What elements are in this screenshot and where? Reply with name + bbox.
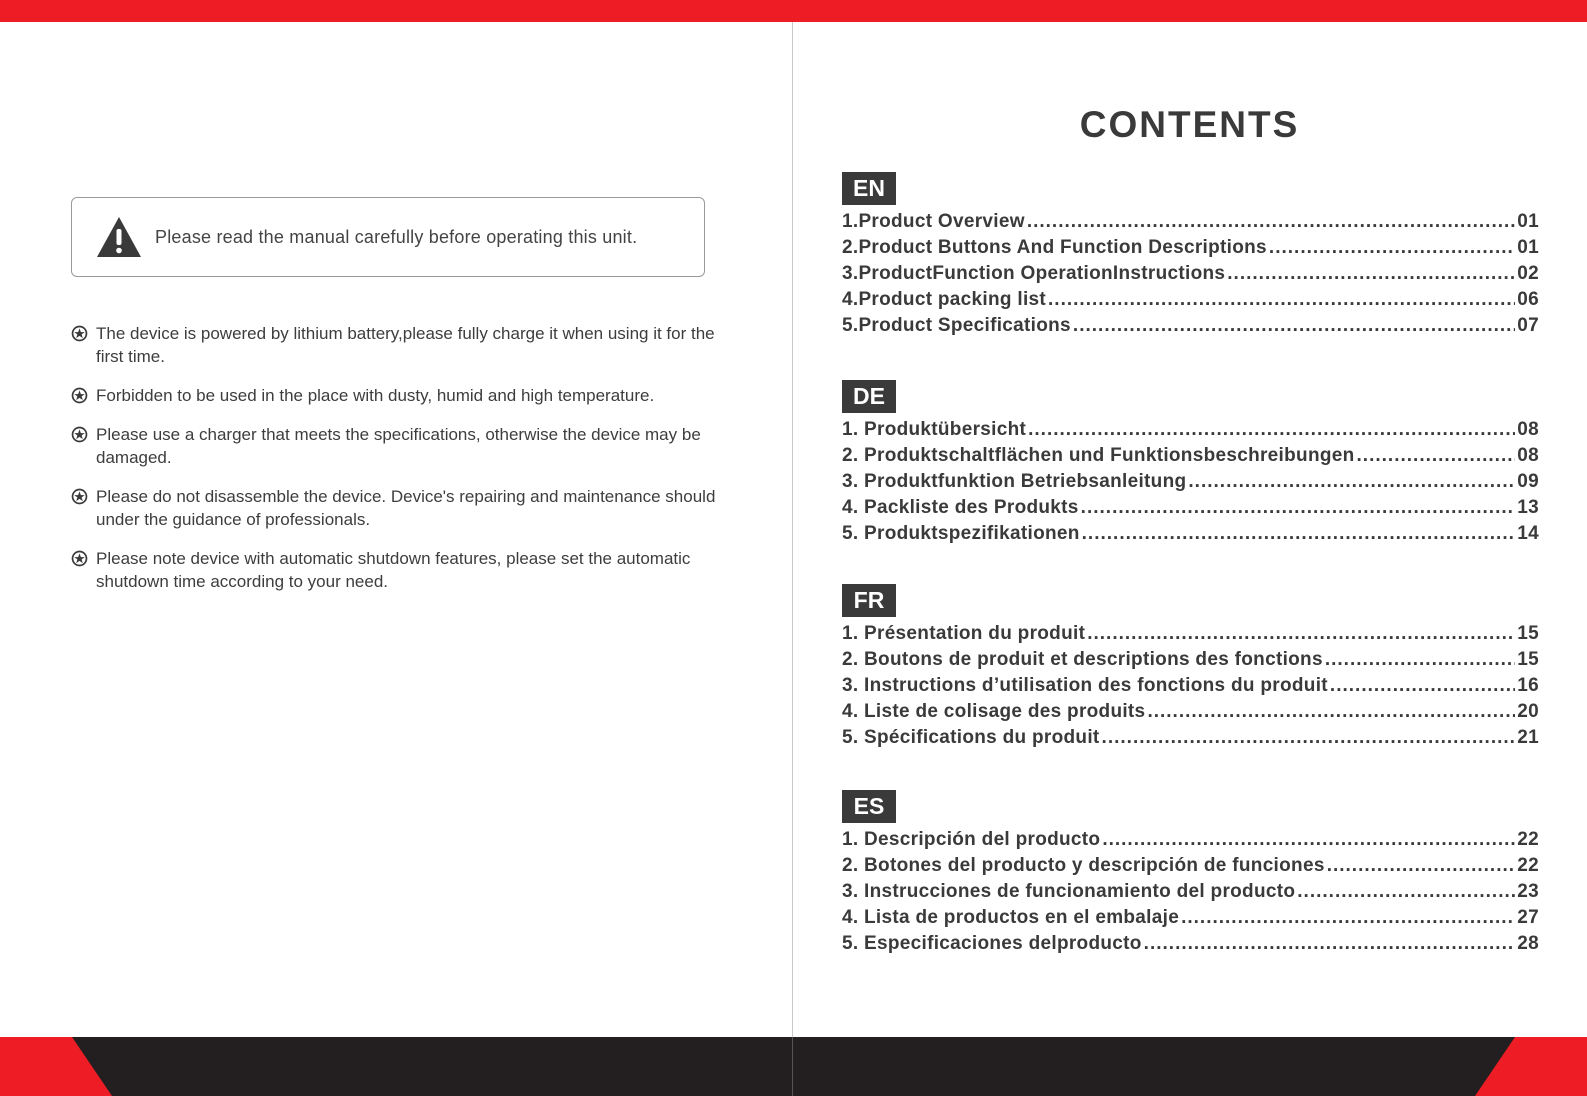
- toc-entry-title: 2. Produktschaltflächen und Funktionsbeschreibungen: [842, 445, 1355, 466]
- safety-bullet-list: [71, 322, 731, 609]
- toc-entry-page: 14: [1517, 523, 1539, 544]
- star-bullet-icon: [71, 426, 88, 443]
- toc-entry-page: 13: [1517, 497, 1539, 518]
- toc-leader-dots: [1028, 419, 1515, 441]
- toc-entry[interactable]: [842, 649, 1539, 675]
- toc-leader-dots: [1102, 829, 1515, 851]
- toc-entry[interactable]: [842, 523, 1539, 549]
- toc-leader-dots: [1188, 471, 1515, 493]
- toc-entry[interactable]: [842, 497, 1539, 523]
- toc-entry-page: 06: [1517, 289, 1539, 310]
- toc-entry-title: 4. Liste de colisage des produits: [842, 701, 1146, 722]
- toc-entry[interactable]: [842, 237, 1539, 263]
- star-bullet-icon: [71, 325, 88, 342]
- toc-leader-dots: [1181, 907, 1515, 929]
- toc-entry-page: 08: [1517, 419, 1539, 440]
- lang-badge-de: DE: [842, 380, 896, 413]
- toc-section-en: [842, 172, 1539, 341]
- toc-entry-title: 5. Especificaciones delproducto: [842, 933, 1142, 954]
- toc-leader-dots: [1325, 649, 1515, 671]
- toc-entry-page: 20: [1517, 701, 1539, 722]
- lang-badge-en: EN: [842, 172, 896, 205]
- toc-leader-dots: [1327, 855, 1516, 877]
- toc-entry[interactable]: [842, 829, 1539, 855]
- toc-leader-dots: [1081, 497, 1516, 519]
- toc-leader-dots: [1102, 727, 1516, 749]
- toc-entry-page: 15: [1517, 649, 1539, 670]
- toc-entry-title: 1. Présentation du produit: [842, 623, 1086, 644]
- toc-entry[interactable]: [842, 263, 1539, 289]
- toc-entry[interactable]: [842, 419, 1539, 445]
- toc-entry-page: 28: [1517, 933, 1539, 954]
- toc-entry-title: 2. Botones del producto y descripción de funciones: [842, 855, 1325, 876]
- toc-entry[interactable]: [842, 315, 1539, 341]
- toc-entry-title: 5. Spécifications du produit: [842, 727, 1100, 748]
- bullet-item: [71, 485, 731, 531]
- toc-leader-dots: [1357, 445, 1516, 467]
- toc-section-de: [842, 380, 1539, 549]
- top-red-band: [0, 0, 1587, 22]
- toc-leader-dots: [1330, 675, 1515, 697]
- toc-entry-title: 3.ProductFunction OperationInstructions: [842, 263, 1226, 284]
- toc-leader-dots: [1082, 523, 1516, 545]
- read-manual-notice: [71, 197, 705, 277]
- toc-entry-title: 4.Product packing list: [842, 289, 1047, 310]
- toc-entry[interactable]: [842, 471, 1539, 497]
- toc-entry-page: 01: [1517, 237, 1539, 258]
- bullet-item: [71, 547, 731, 593]
- toc-entry-title: 3. Instructions d’utilisation des fonctions du produit: [842, 675, 1328, 696]
- toc-entry-title: 1.Product Overview: [842, 211, 1025, 232]
- lang-badge-fr: FR: [842, 584, 896, 617]
- toc-section-es: [842, 790, 1539, 959]
- bullet-text: Forbidden to be used in the place with dusty, humid and high temperature.: [96, 386, 655, 405]
- toc-leader-dots: [1269, 237, 1515, 259]
- toc-entry-title: 1. Descripción del producto: [842, 829, 1101, 850]
- bottom-dark-band: [0, 1037, 1587, 1096]
- toc-leader-dots: [1027, 211, 1515, 233]
- toc-entry-page: 02: [1517, 263, 1539, 284]
- toc-leader-dots: [1144, 933, 1516, 955]
- toc-entry-page: 07: [1517, 315, 1539, 336]
- toc-entry[interactable]: [842, 701, 1539, 727]
- toc-entry-page: 08: [1517, 445, 1539, 466]
- toc-entry-title: 5.Product Specifications: [842, 315, 1071, 336]
- toc-leader-dots: [1087, 623, 1515, 645]
- toc-leader-dots: [1147, 701, 1515, 723]
- toc-entry[interactable]: [842, 933, 1539, 959]
- toc-entry[interactable]: [842, 727, 1539, 753]
- page-divider: [792, 22, 793, 1096]
- toc-entry[interactable]: [842, 211, 1539, 237]
- toc-entry-title: 3. Instrucciones de funcionamiento del producto: [842, 881, 1296, 902]
- toc-leader-dots: [1227, 263, 1515, 285]
- bullet-text: The device is powered by lithium battery,please fully charge it when using it for the first time.: [96, 324, 715, 366]
- toc-entry-page: 15: [1517, 623, 1539, 644]
- star-bullet-icon: [71, 488, 88, 505]
- toc-entry-title: 3. Produktfunktion Betriebsanleitung: [842, 471, 1187, 492]
- toc-leader-dots: [1048, 289, 1515, 311]
- bottom-band-shapes: [0, 1037, 1587, 1096]
- bullet-text: Please do not disassemble the device. Device's repairing and maintenance should under the guidance of professionals.: [96, 487, 716, 529]
- toc-section-fr: [842, 584, 1539, 753]
- toc-entry[interactable]: [842, 881, 1539, 907]
- toc-entry-title: 4. Packliste des Produkts: [842, 497, 1079, 518]
- bullet-text: Please use a charger that meets the specifications, otherwise the device may be damaged.: [96, 425, 701, 467]
- toc-entry-page: 09: [1517, 471, 1539, 492]
- toc-entry-title: 5. Produktspezifikationen: [842, 523, 1080, 544]
- bullet-item: [71, 423, 731, 469]
- toc-entry[interactable]: [842, 623, 1539, 649]
- warning-triangle-icon: [95, 215, 143, 259]
- toc-entry[interactable]: [842, 445, 1539, 471]
- toc-entry-page: 23: [1517, 881, 1539, 902]
- lang-badge-es: ES: [842, 790, 896, 823]
- toc-entry-title: 4. Lista de productos en el embalaje: [842, 907, 1180, 928]
- toc-leader-dots: [1073, 315, 1515, 337]
- toc-entry-page: 21: [1517, 727, 1539, 748]
- toc-entry-title: 2.Product Buttons And Function Descriptions: [842, 237, 1267, 258]
- toc-entry[interactable]: [842, 289, 1539, 315]
- bullet-item: [71, 384, 731, 407]
- notice-text: Please read the manual carefully before operating this unit.: [155, 226, 638, 247]
- bullet-text: Please note device with automatic shutdown features, please set the automatic shutdown time according to your need.: [96, 549, 691, 591]
- toc-entry-title: 1. Produktübersicht: [842, 419, 1027, 440]
- toc-entry[interactable]: [842, 675, 1539, 701]
- bullet-item: [71, 322, 731, 368]
- contents-title: CONTENTS: [1079, 104, 1300, 145]
- toc-entry-page: 22: [1517, 855, 1539, 876]
- toc-entry[interactable]: [842, 907, 1539, 933]
- toc-entry-page: 22: [1517, 829, 1539, 850]
- toc-entry-title: 2. Boutons de produit et descriptions des fonctions: [842, 649, 1323, 670]
- toc-entry-page: 01: [1517, 211, 1539, 232]
- toc-entry[interactable]: [842, 855, 1539, 881]
- star-bullet-icon: [71, 550, 88, 567]
- toc-entry-page: 16: [1517, 675, 1539, 696]
- star-bullet-icon: [71, 387, 88, 404]
- toc-leader-dots: [1297, 881, 1515, 903]
- toc-entry-page: 27: [1517, 907, 1539, 928]
